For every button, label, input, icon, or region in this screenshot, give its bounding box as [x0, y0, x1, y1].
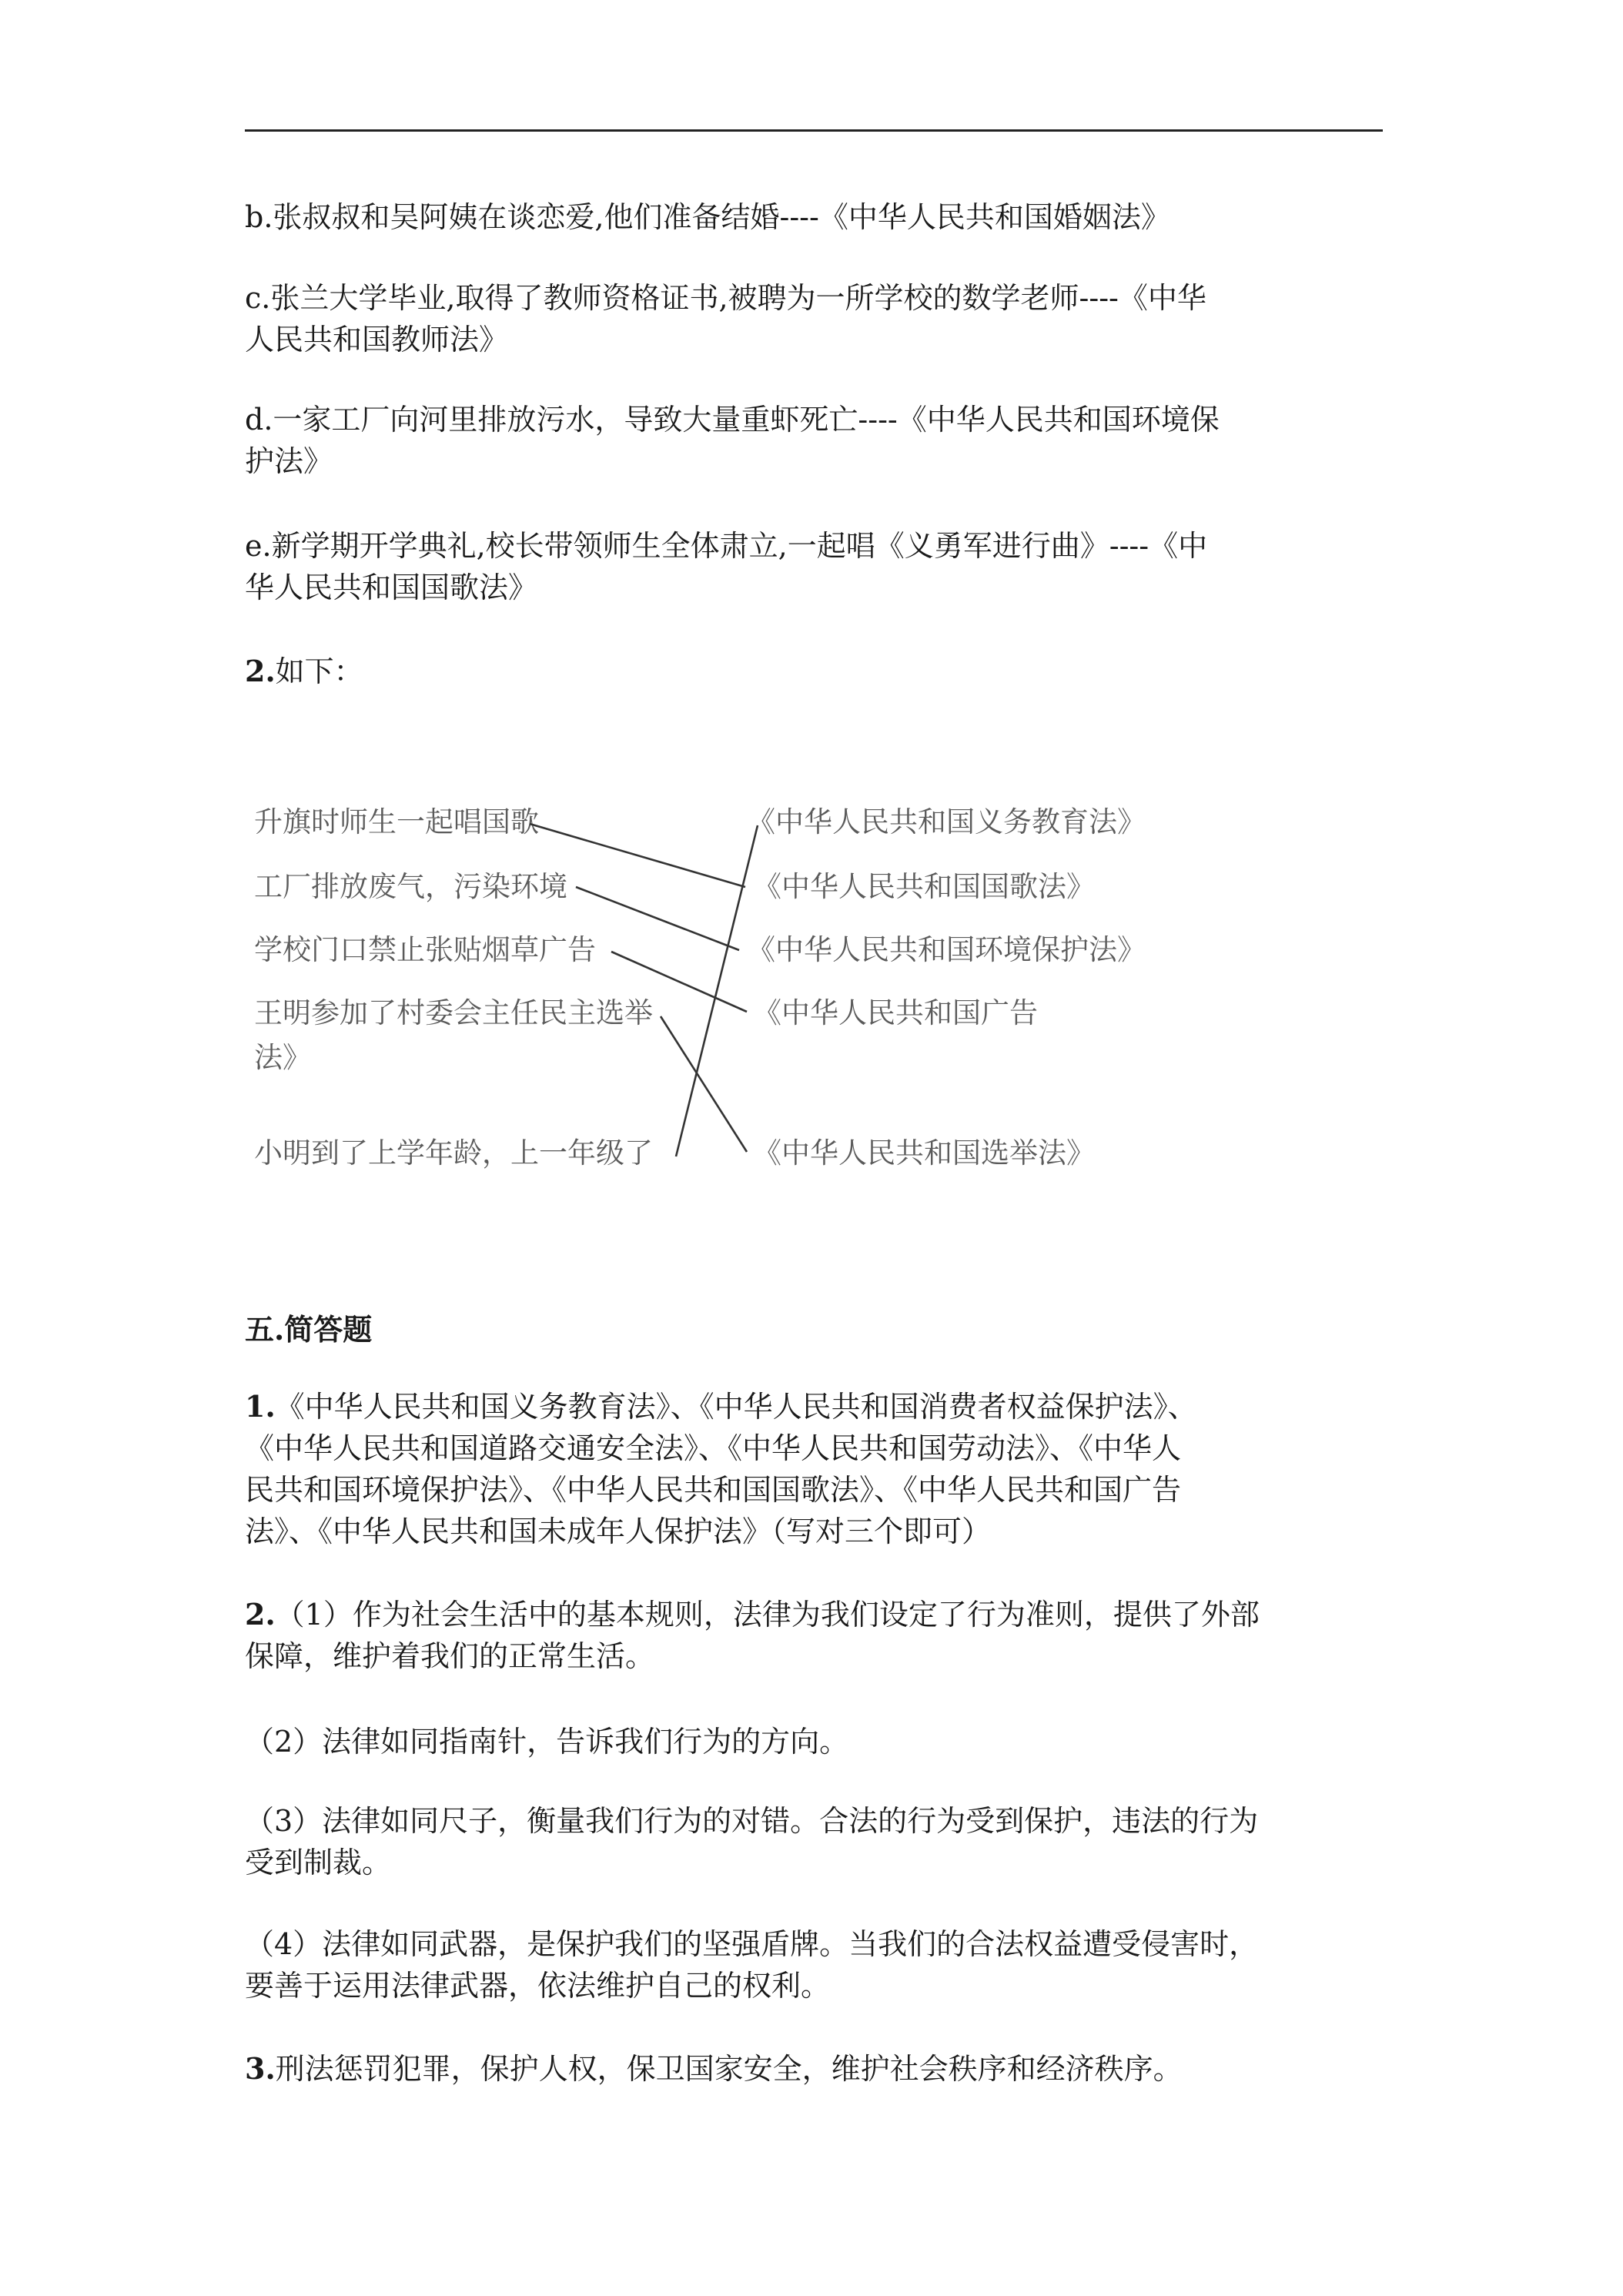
answer-b: b.张叔叔和吴阿姨在谈恋爱,他们准备结婚----《中华人民共和国婚姻法》	[245, 200, 1170, 234]
left-item-election: 王明参加了村委会主任民主选举	[254, 996, 653, 1029]
short-answer-2-line2: 保障，维护着我们的正常生活。	[245, 1639, 655, 1673]
left-item-tobacco-ad: 学校门口禁止张贴烟草广告	[254, 933, 596, 966]
question-2-text: 如下：	[275, 654, 363, 688]
short-answer-2-part1	[245, 1594, 1392, 1677]
short-answer-2-part3-line2: 受到制裁。	[245, 1846, 392, 1879]
answer-d-line1: d.一家工厂向河里排放污水，导致大量重虾死亡----《中华人民共和国环境保	[245, 403, 1220, 437]
short-answer-3-number: 3.	[245, 2051, 276, 2086]
match-line-election	[661, 1016, 747, 1152]
right-item-advertising-law: 《中华人民共和国广告	[753, 996, 1038, 1029]
top-rule	[245, 129, 1383, 132]
short-answer-2-part3-line1: （3）法律如同尺子，衡量我们行为的对错。合法的行为受到保护，违法的行为	[245, 1804, 1259, 1838]
short-answer-2-part4-line2: 要善于运用法律武器，依法维护自己的权利。	[245, 1969, 831, 2003]
right-item-compulsory-education-law: 《中华人民共和国义务教育法》	[747, 805, 1146, 838]
left-item-factory: 工厂排放废气，污染环境	[254, 870, 567, 903]
question-2-number: 2.	[245, 654, 276, 688]
short-answer-2-text-1: （1）作为社会生活中的基本规则，法律为我们设定了行为准则，提供了外部	[275, 1598, 1260, 1632]
answer-e	[245, 525, 1392, 608]
answer-e-line1: e.新学期开学典礼,校长带领师生全体肃立,一起唱《义勇军进行曲》----《中	[245, 529, 1208, 563]
matching-diagram	[245, 779, 1176, 1210]
match-line-education	[676, 825, 758, 1156]
short-answer-2-number: 2.	[245, 1597, 276, 1632]
short-answer-3	[245, 2048, 1392, 2090]
answer-d	[245, 399, 1392, 482]
short-answer-2-part4-line1: （4）法律如同武器，是保护我们的坚强盾牌。当我们的合法权益遭受侵害时，	[245, 1927, 1259, 1961]
left-item-election-cont: 法》	[254, 1041, 311, 1074]
short-answer-3-text: 刑法惩罚犯罪，保护人权，保卫国家安全，维护社会秩序和经济秩序。	[275, 2052, 1183, 2086]
short-answer-1-line4: 法》、《中华人民共和国未成年人保护法》（写对三个即可）	[245, 1514, 992, 1548]
answer-c	[245, 277, 1392, 360]
left-item-anthem: 升旗时师生一起唱国歌	[254, 805, 539, 838]
short-answer-2-part4	[245, 1923, 1392, 2006]
answer-c-line2: 人民共和国教师法》	[245, 323, 509, 356]
short-answer-1-number: 1.	[245, 1389, 276, 1424]
short-answer-1-line3: 民共和国环境保护法》、《中华人民共和国国歌法》、《中华人民共和国广告	[245, 1473, 1182, 1507]
answer-d-line2: 护法》	[245, 444, 333, 478]
short-answer-1-line1	[245, 1386, 1392, 1427]
question-2-intro	[245, 651, 1392, 692]
short-answer-1-text-1: 《中华人民共和国义务教育法》、《中华人民共和国消费者权益保护法》、	[275, 1390, 1197, 1424]
section-five-heading: 五.简答题	[245, 1312, 373, 1347]
match-line-environment	[576, 887, 739, 950]
short-answer-2-part3	[245, 1800, 1392, 1883]
right-item-environment-law: 《中华人民共和国环境保护法》	[747, 933, 1146, 966]
short-answer-1-line2: 《中华人民共和国道路交通安全法》、《中华人民共和国劳动法》、《中华人	[245, 1431, 1182, 1465]
right-item-election-law: 《中华人民共和国选举法》	[753, 1136, 1095, 1170]
answer-c-line1: c.张兰大学毕业,取得了教师资格证书,被聘为一所学校的数学老师----《中华	[245, 281, 1206, 315]
matching-image	[245, 779, 1176, 1210]
short-answer-1	[245, 1386, 1392, 1552]
right-item-anthem-law: 《中华人民共和国国歌法》	[753, 870, 1095, 903]
answer-e-line2: 华人民共和国国歌法》	[245, 571, 538, 604]
short-answer-2-line1	[245, 1594, 1392, 1635]
short-answer-2-part2: （2）法律如同指南针，告诉我们行为的方向。	[245, 1725, 849, 1759]
left-item-school-age: 小明到了上学年龄，上一年级了	[254, 1136, 653, 1170]
